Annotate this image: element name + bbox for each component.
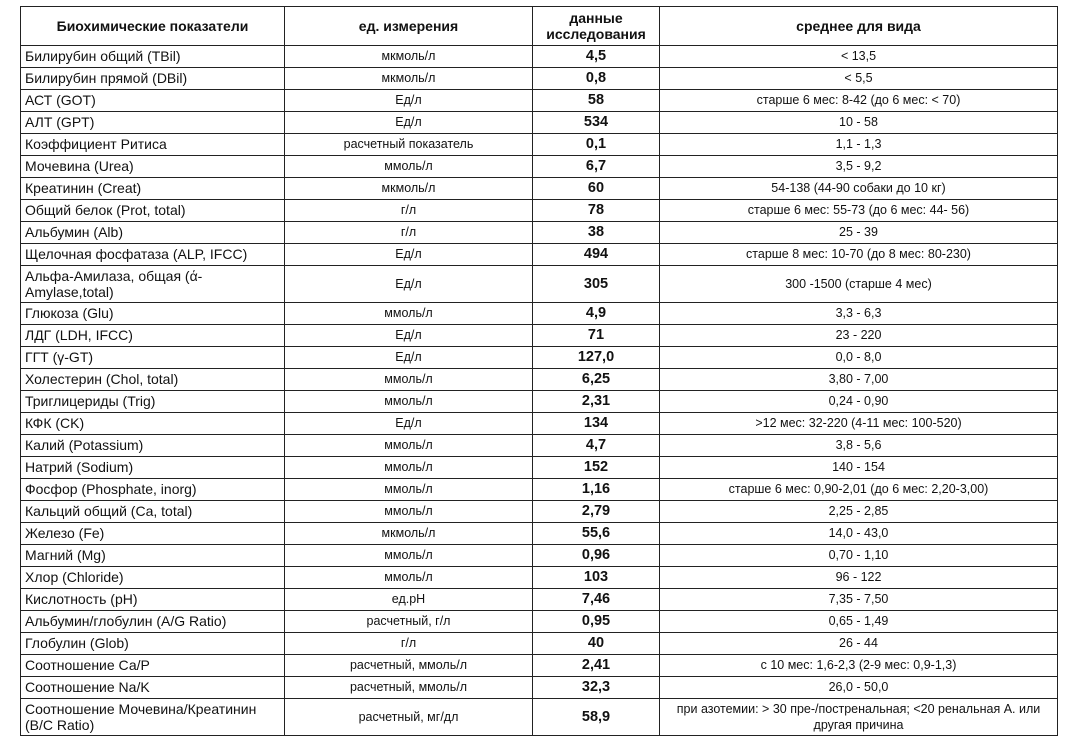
row-unit: ммоль/л: [285, 479, 533, 501]
header-reference: среднее для вида: [660, 7, 1058, 46]
row-unit: мкмоль/л: [285, 46, 533, 68]
row-value: 152: [533, 457, 660, 479]
row-reference: 3,3 - 6,3: [660, 303, 1058, 325]
row-reference: 3,80 - 7,00: [660, 369, 1058, 391]
row-value: 6,25: [533, 369, 660, 391]
table-row: [21, 303, 1058, 325]
row-reference: старше 8 мес: 10-70 (до 8 мес: 80-230): [660, 244, 1058, 266]
row-unit: Ед/л: [285, 112, 533, 134]
row-unit: мкмоль/л: [285, 178, 533, 200]
row-value: 0,8: [533, 68, 660, 90]
row-reference: старше 6 мес: 8-42 (до 6 мес: < 70): [660, 90, 1058, 112]
header-value-line2: исследования: [546, 26, 646, 42]
row-name: Общий белок (Prot, total): [21, 200, 285, 222]
table-row: [21, 391, 1058, 413]
table-row: [21, 68, 1058, 90]
row-name: Соотношение Са/Р: [21, 655, 285, 677]
row-unit: Ед/л: [285, 347, 533, 369]
row-name: Альбумин/глобулин (A/G Ratio): [21, 611, 285, 633]
table-row: [21, 655, 1058, 677]
row-name: Глобулин (Glob): [21, 633, 285, 655]
row-unit: ммоль/л: [285, 391, 533, 413]
row-unit: г/л: [285, 222, 533, 244]
row-value: 0,95: [533, 611, 660, 633]
row-value: 71: [533, 325, 660, 347]
row-name: АСТ (GOT): [21, 90, 285, 112]
row-value: 2,41: [533, 655, 660, 677]
row-value: 2,31: [533, 391, 660, 413]
row-name: Железо (Fe): [21, 523, 285, 545]
row-reference: старше 6 мес: 0,90-2,01 (до 6 мес: 2,20-3,00): [660, 479, 1058, 501]
row-reference: 10 - 58: [660, 112, 1058, 134]
row-reference: 2,25 - 2,85: [660, 501, 1058, 523]
row-value: 32,3: [533, 677, 660, 699]
header-value-line1: данные: [569, 10, 623, 26]
row-reference: 23 - 220: [660, 325, 1058, 347]
row-name: Триглицериды (Trig): [21, 391, 285, 413]
row-value: 58: [533, 90, 660, 112]
row-unit: расчетный, г/л: [285, 611, 533, 633]
row-reference: 14,0 - 43,0: [660, 523, 1058, 545]
row-unit: Ед/л: [285, 325, 533, 347]
table-row: [21, 178, 1058, 200]
row-unit: расчетный, мг/дл: [285, 699, 533, 736]
row-name: Натрий (Sodium): [21, 457, 285, 479]
row-reference: 26 - 44: [660, 633, 1058, 655]
row-name: ГГТ (γ-GT): [21, 347, 285, 369]
row-unit: Ед/л: [285, 90, 533, 112]
row-name: Кислотность (pH): [21, 589, 285, 611]
row-name: Соотношение Мочевина/Креатинин (B/C Ratio): [21, 699, 285, 736]
row-value: 103: [533, 567, 660, 589]
row-reference: 54-138 (44-90 собаки до 10 кг): [660, 178, 1058, 200]
table-row: [21, 156, 1058, 178]
table-row: [21, 457, 1058, 479]
row-unit: Ед/л: [285, 244, 533, 266]
row-name: Магний (Mg): [21, 545, 285, 567]
row-value: 127,0: [533, 347, 660, 369]
row-name: ЛДГ (LDH, IFCC): [21, 325, 285, 347]
table-row: [21, 567, 1058, 589]
row-unit: ммоль/л: [285, 303, 533, 325]
row-unit: расчетный, ммоль/л: [285, 677, 533, 699]
row-reference: 0,70 - 1,10: [660, 545, 1058, 567]
row-reference: 0,0 - 8,0: [660, 347, 1058, 369]
row-unit: ммоль/л: [285, 457, 533, 479]
row-unit: расчетный показатель: [285, 134, 533, 156]
table-row: [21, 699, 1058, 736]
row-unit: мкмоль/л: [285, 523, 533, 545]
table-row: [21, 677, 1058, 699]
row-name: Хлор (Chloride): [21, 567, 285, 589]
table-row: [21, 413, 1058, 435]
row-unit: ммоль/л: [285, 501, 533, 523]
row-unit: Ед/л: [285, 266, 533, 303]
row-value: 494: [533, 244, 660, 266]
row-reference: < 5,5: [660, 68, 1058, 90]
table-row: [21, 90, 1058, 112]
table-row: [21, 46, 1058, 68]
row-value: 1,16: [533, 479, 660, 501]
table-row: [21, 325, 1058, 347]
table-row: [21, 369, 1058, 391]
header-name: Биохимические показатели: [21, 7, 285, 46]
table-row: [21, 633, 1058, 655]
row-name: Билирубин общий (TBil): [21, 46, 285, 68]
row-value: 6,7: [533, 156, 660, 178]
table-row: [21, 222, 1058, 244]
row-reference: 3,8 - 5,6: [660, 435, 1058, 457]
row-unit: г/л: [285, 633, 533, 655]
row-name: Мочевина (Urea): [21, 156, 285, 178]
table-row: [21, 200, 1058, 222]
row-value: 4,7: [533, 435, 660, 457]
biochemistry-table: [20, 6, 1058, 736]
row-name: Кальций общий (Ca, total): [21, 501, 285, 523]
row-name: Глюкоза (Glu): [21, 303, 285, 325]
row-name: Калий (Potassium): [21, 435, 285, 457]
table-row: [21, 347, 1058, 369]
header-unit: ед. измерения: [285, 7, 533, 46]
row-reference: 140 - 154: [660, 457, 1058, 479]
table-row: [21, 501, 1058, 523]
table-row: [21, 479, 1058, 501]
row-reference: < 13,5: [660, 46, 1058, 68]
row-reference: 0,24 - 0,90: [660, 391, 1058, 413]
row-value: 4,5: [533, 46, 660, 68]
row-unit: ммоль/л: [285, 435, 533, 457]
row-name: Креатинин (Creat): [21, 178, 285, 200]
row-value: 134: [533, 413, 660, 435]
row-unit: Ед/л: [285, 413, 533, 435]
table-row: [21, 134, 1058, 156]
table-row: [21, 266, 1058, 303]
row-reference: >12 мес: 32-220 (4-11 мес: 100-520): [660, 413, 1058, 435]
row-name: Щелочная фосфатаза (ALP, IFCC): [21, 244, 285, 266]
row-unit: расчетный, ммоль/л: [285, 655, 533, 677]
row-name: Альфа-Амилаза, общая (ά-Amylase,total): [21, 266, 285, 303]
row-value: 305: [533, 266, 660, 303]
row-value: 4,9: [533, 303, 660, 325]
row-name: Коэффициент Ритиса: [21, 134, 285, 156]
table-row: [21, 244, 1058, 266]
row-value: 40: [533, 633, 660, 655]
row-value: 0,1: [533, 134, 660, 156]
row-unit: мкмоль/л: [285, 68, 533, 90]
row-unit: ммоль/л: [285, 545, 533, 567]
row-value: 7,46: [533, 589, 660, 611]
header-value: [533, 7, 660, 46]
row-value: 55,6: [533, 523, 660, 545]
row-name: Соотношение Na/K: [21, 677, 285, 699]
row-reference: 96 - 122: [660, 567, 1058, 589]
row-value: 78: [533, 200, 660, 222]
table-row: [21, 545, 1058, 567]
row-reference: 3,5 - 9,2: [660, 156, 1058, 178]
row-reference: с 10 мес: 1,6-2,3 (2-9 мес: 0,9-1,3): [660, 655, 1058, 677]
table-header-row: [21, 7, 1058, 46]
row-unit: ммоль/л: [285, 156, 533, 178]
row-value: 60: [533, 178, 660, 200]
row-unit: ммоль/л: [285, 369, 533, 391]
row-reference: при азотемии: > 30 пре-/постренальная; <20 ренальная А. или другая причина: [660, 699, 1058, 736]
row-reference: 7,35 - 7,50: [660, 589, 1058, 611]
table-row: [21, 435, 1058, 457]
row-unit: г/л: [285, 200, 533, 222]
row-name: Билирубин прямой (DBil): [21, 68, 285, 90]
table-row: [21, 523, 1058, 545]
row-reference: 26,0 - 50,0: [660, 677, 1058, 699]
row-value: 0,96: [533, 545, 660, 567]
row-name: Холестерин (Chol, total): [21, 369, 285, 391]
table-row: [21, 611, 1058, 633]
row-value: 58,9: [533, 699, 660, 736]
row-unit: ммоль/л: [285, 567, 533, 589]
table-row: [21, 589, 1058, 611]
row-reference: 25 - 39: [660, 222, 1058, 244]
row-value: 2,79: [533, 501, 660, 523]
row-reference: 300 -1500 (старше 4 мес): [660, 266, 1058, 303]
row-reference: 0,65 - 1,49: [660, 611, 1058, 633]
table-row: [21, 112, 1058, 134]
row-value: 534: [533, 112, 660, 134]
row-name: Альбумин (Alb): [21, 222, 285, 244]
row-name: АЛТ (GPT): [21, 112, 285, 134]
row-unit: ед.рН: [285, 589, 533, 611]
row-value: 38: [533, 222, 660, 244]
row-reference: старше 6 мес: 55-73 (до 6 мес: 44- 56): [660, 200, 1058, 222]
row-name: КФК (CK): [21, 413, 285, 435]
row-reference: 1,1 - 1,3: [660, 134, 1058, 156]
row-name: Фосфор (Phosphate, inorg): [21, 479, 285, 501]
